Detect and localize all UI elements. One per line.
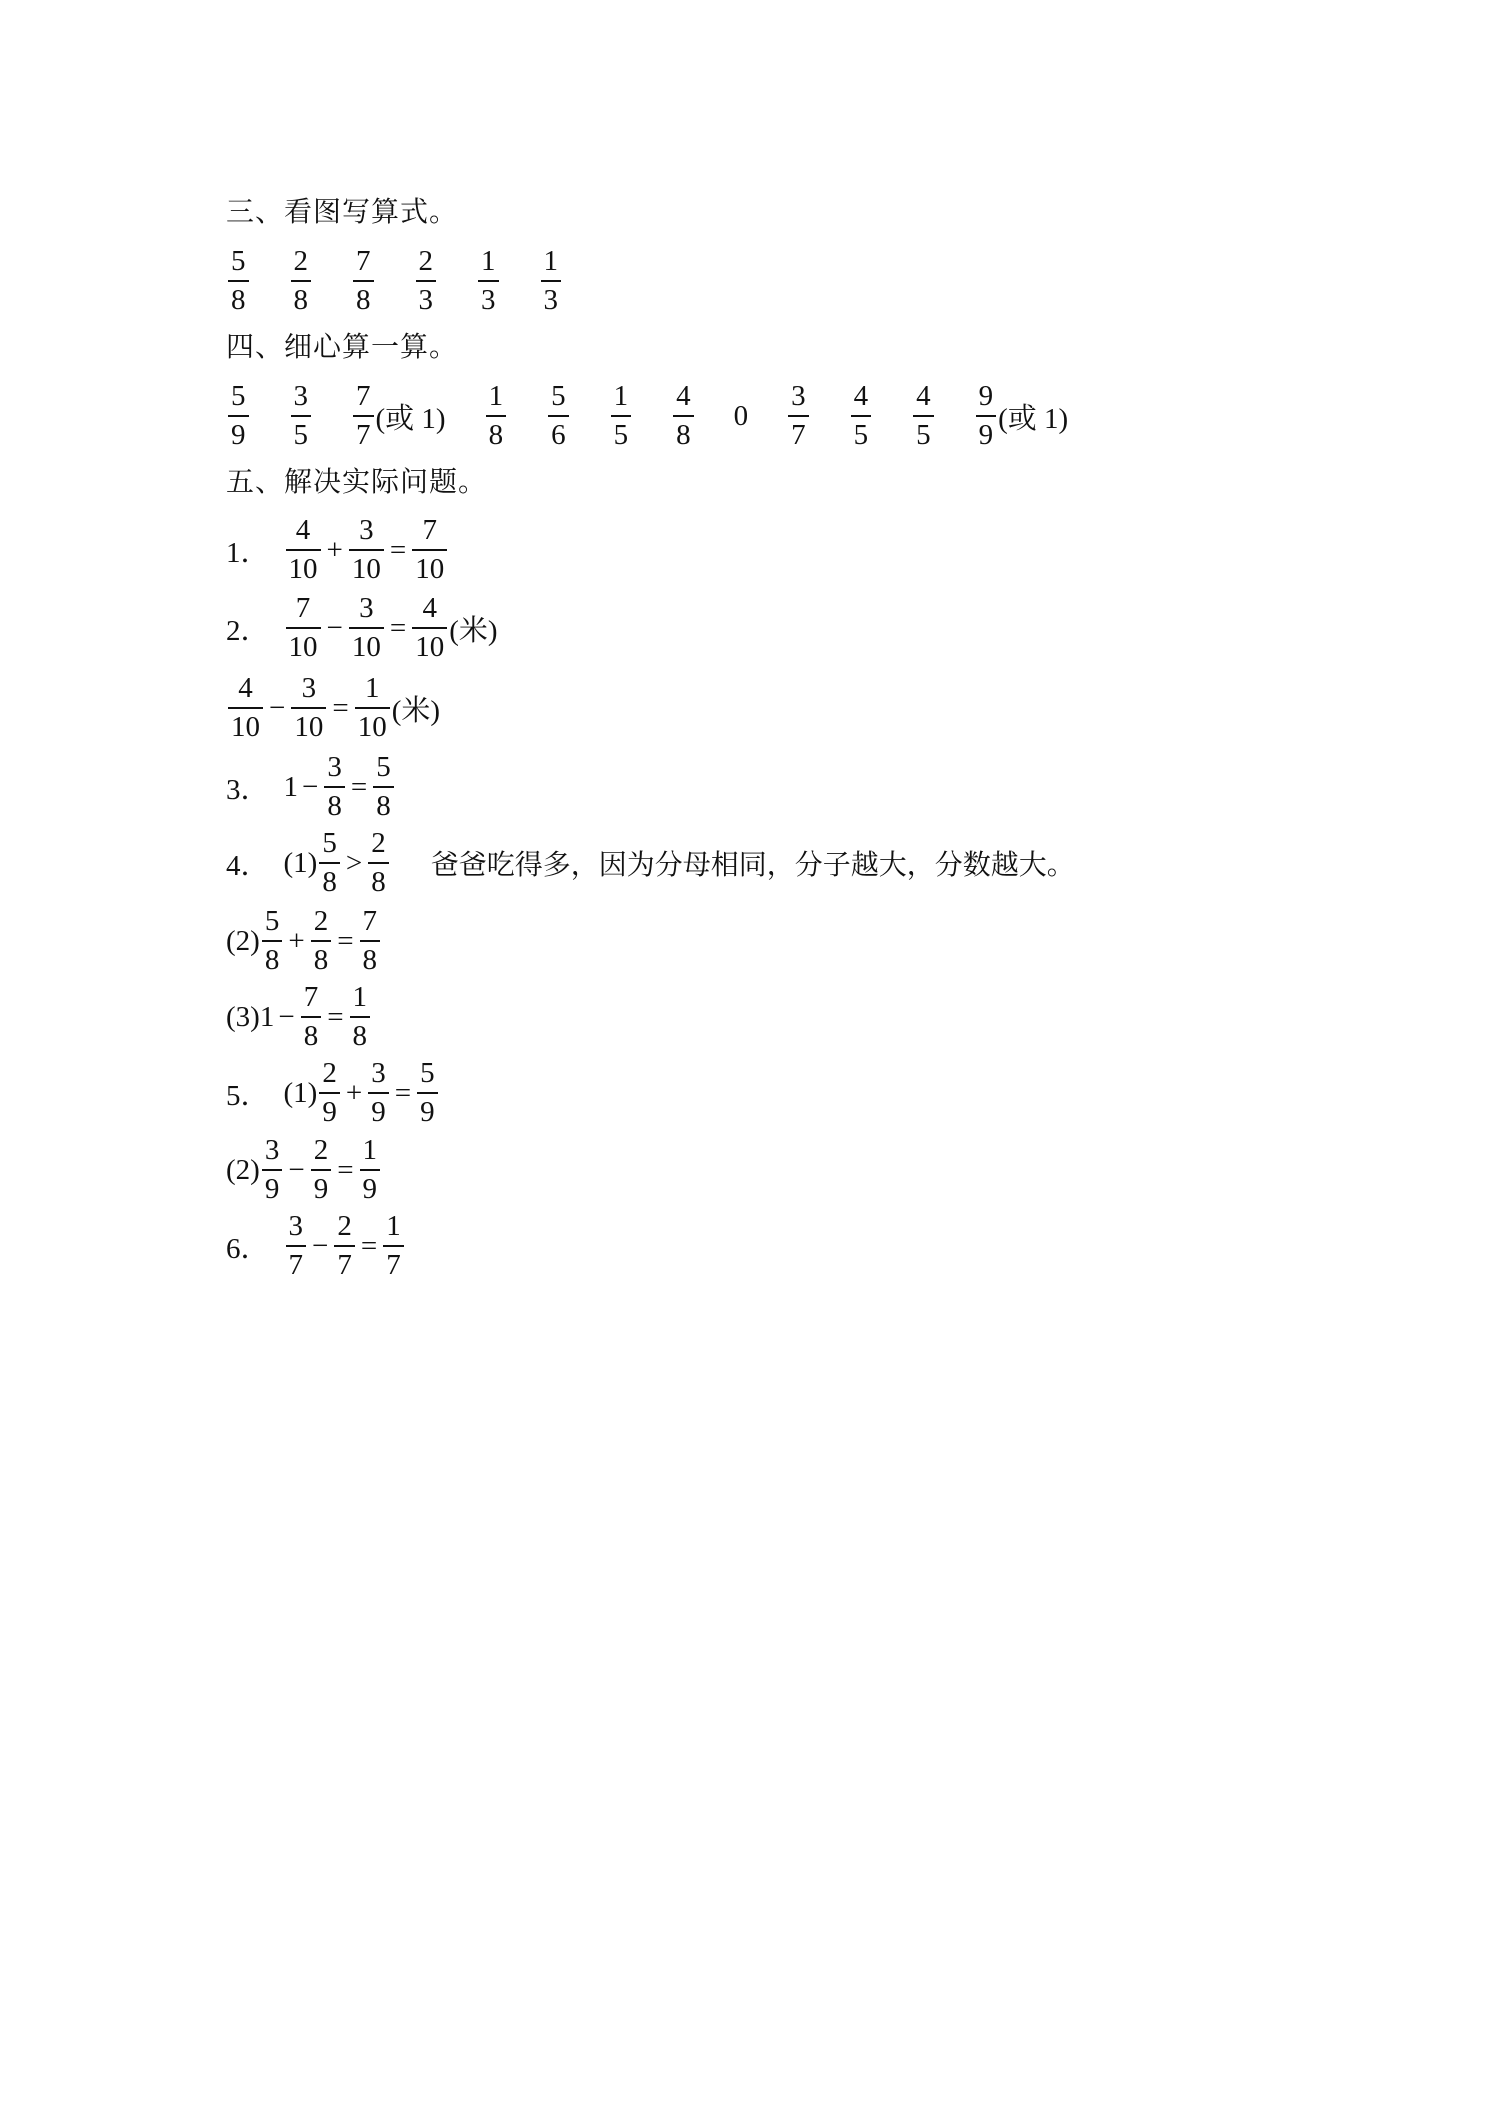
sub-number: (1) (283, 846, 318, 879)
fraction: $\frac{7}{8}$ (360, 907, 381, 975)
q4-part3 (226, 982, 372, 1052)
question-number: 3． (226, 773, 270, 806)
fraction: $\frac{1}{3}$ (541, 247, 562, 315)
fraction: $\frac{1}{9}$ (360, 1136, 381, 1204)
fraction: $\frac{7}{10}$ (412, 516, 447, 584)
fraction: $\frac{7}{8}$ (301, 983, 322, 1051)
fraction: $\frac{2}{8}$ (291, 247, 312, 315)
operator: − (269, 691, 286, 724)
fraction: $\frac{7}{8}$ (353, 247, 374, 315)
fraction: $\frac{3}{10}$ (349, 516, 384, 584)
operator: − (326, 611, 343, 644)
q2-equation-2 (226, 673, 440, 743)
operator: + (288, 924, 305, 957)
section5-heading: 五、解决实际问题。 (226, 465, 488, 498)
q4-part2 (226, 906, 382, 976)
section4-answers (226, 381, 1068, 451)
question-number: 1． (226, 536, 270, 569)
fraction: $\frac{4}{10}$ (286, 516, 321, 584)
section4-heading: 四、细心算一算。 (226, 330, 459, 363)
alt-answer: (或 1) (998, 402, 1069, 435)
fraction: $\frac{4}{10}$ (228, 674, 263, 742)
question-number: 2． (226, 614, 270, 647)
section3-fractions (226, 246, 563, 316)
operator: − (288, 1153, 305, 1186)
zero-answer: 0 (733, 399, 749, 432)
sub-number: (1) (283, 1076, 318, 1109)
fraction: $\frac{2}{7}$ (334, 1212, 355, 1280)
equals: = (389, 533, 407, 566)
sub-number: (3) (226, 1000, 260, 1033)
fraction: $\frac{5}{8}$ (373, 753, 394, 821)
whole-number: 1 (259, 1000, 275, 1033)
operator: + (326, 533, 343, 566)
fraction: $\frac{5}{9}$ (417, 1059, 438, 1127)
alt-answer: (或 1) (375, 402, 446, 435)
fraction: $\frac{3}{9}$ (368, 1059, 389, 1127)
fraction: $\frac{5}{8}$ (262, 907, 283, 975)
sub-number: (2) (226, 1153, 260, 1186)
fraction: $\frac{4}{5}$ (851, 382, 872, 450)
operator: − (278, 1000, 295, 1033)
fraction: $\frac{4}{8}$ (673, 382, 694, 450)
fraction: $\frac{1}{5}$ (611, 382, 632, 450)
section3-heading: 三、看图写算式。 (226, 195, 459, 228)
equals: = (337, 924, 354, 957)
fraction: $\frac{5}{8}$ (228, 247, 249, 315)
q4-part1 (226, 828, 1075, 898)
fraction: $\frac{7}{10}$ (286, 594, 321, 662)
fraction: $\frac{1}{3}$ (478, 247, 499, 315)
equals: = (350, 770, 368, 803)
fraction: $\frac{2}{3}$ (416, 247, 437, 315)
fraction: $\frac{2}{8}$ (311, 907, 332, 975)
equals: = (389, 611, 407, 644)
fraction: $\frac{2}{9}$ (311, 1136, 332, 1204)
fraction: $\frac{1}{8}$ (350, 983, 371, 1051)
equals: = (337, 1153, 354, 1186)
operator: − (302, 770, 319, 803)
unit: (米) (449, 614, 498, 647)
equals: = (394, 1076, 412, 1109)
fraction: $\frac{4}{5}$ (913, 382, 934, 450)
question-number: 4． (226, 849, 270, 882)
fraction: $\frac{3}{10}$ (349, 594, 384, 662)
explanation-text: 爸爸吃得多，因为分母相同，分子越大，分数越大。 (430, 848, 1075, 881)
fraction: $\frac{1}{10}$ (355, 674, 390, 742)
fraction: $\frac{5}{6}$ (548, 382, 569, 450)
operator: − (312, 1229, 329, 1262)
q5-part2 (226, 1135, 382, 1205)
fraction: $\frac{5}{8}$ (319, 829, 340, 897)
q1-equation (226, 515, 449, 585)
fraction: $\frac{9}{9}$ (976, 382, 997, 450)
sub-number: (2) (226, 924, 260, 957)
question-number: 5． (226, 1079, 270, 1112)
operator: + (345, 1076, 363, 1109)
q2-equation-1 (226, 593, 498, 663)
equals: = (360, 1229, 378, 1262)
equals: = (327, 1000, 344, 1033)
fraction: $\frac{3}{9}$ (262, 1136, 283, 1204)
fraction: $\frac{1}{8}$ (486, 382, 507, 450)
fraction: $\frac{3}{8}$ (324, 753, 345, 821)
fraction: $\frac{3}{7}$ (286, 1212, 307, 1280)
fraction: $\frac{2}{8}$ (368, 829, 389, 897)
fraction: $\frac{1}{7}$ (383, 1212, 404, 1280)
fraction: $\frac{3}{10}$ (291, 674, 326, 742)
q3-equation (226, 752, 396, 822)
whole-number: 1 (283, 770, 299, 803)
question-number: 6． (226, 1232, 270, 1265)
fraction: $\frac{3}{5}$ (291, 382, 312, 450)
fraction: $\frac{2}{9}$ (319, 1059, 340, 1127)
fraction: $\frac{7}{7}$ (353, 382, 374, 450)
q6-equation (226, 1211, 406, 1281)
fraction: $\frac{4}{10}$ (412, 594, 447, 662)
fraction: $\frac{5}{9}$ (228, 382, 249, 450)
unit: (米) (391, 694, 441, 727)
q5-part1 (226, 1058, 440, 1128)
fraction: $\frac{3}{7}$ (788, 382, 809, 450)
equals: = (332, 691, 349, 724)
comparison-operator: > (345, 846, 363, 879)
